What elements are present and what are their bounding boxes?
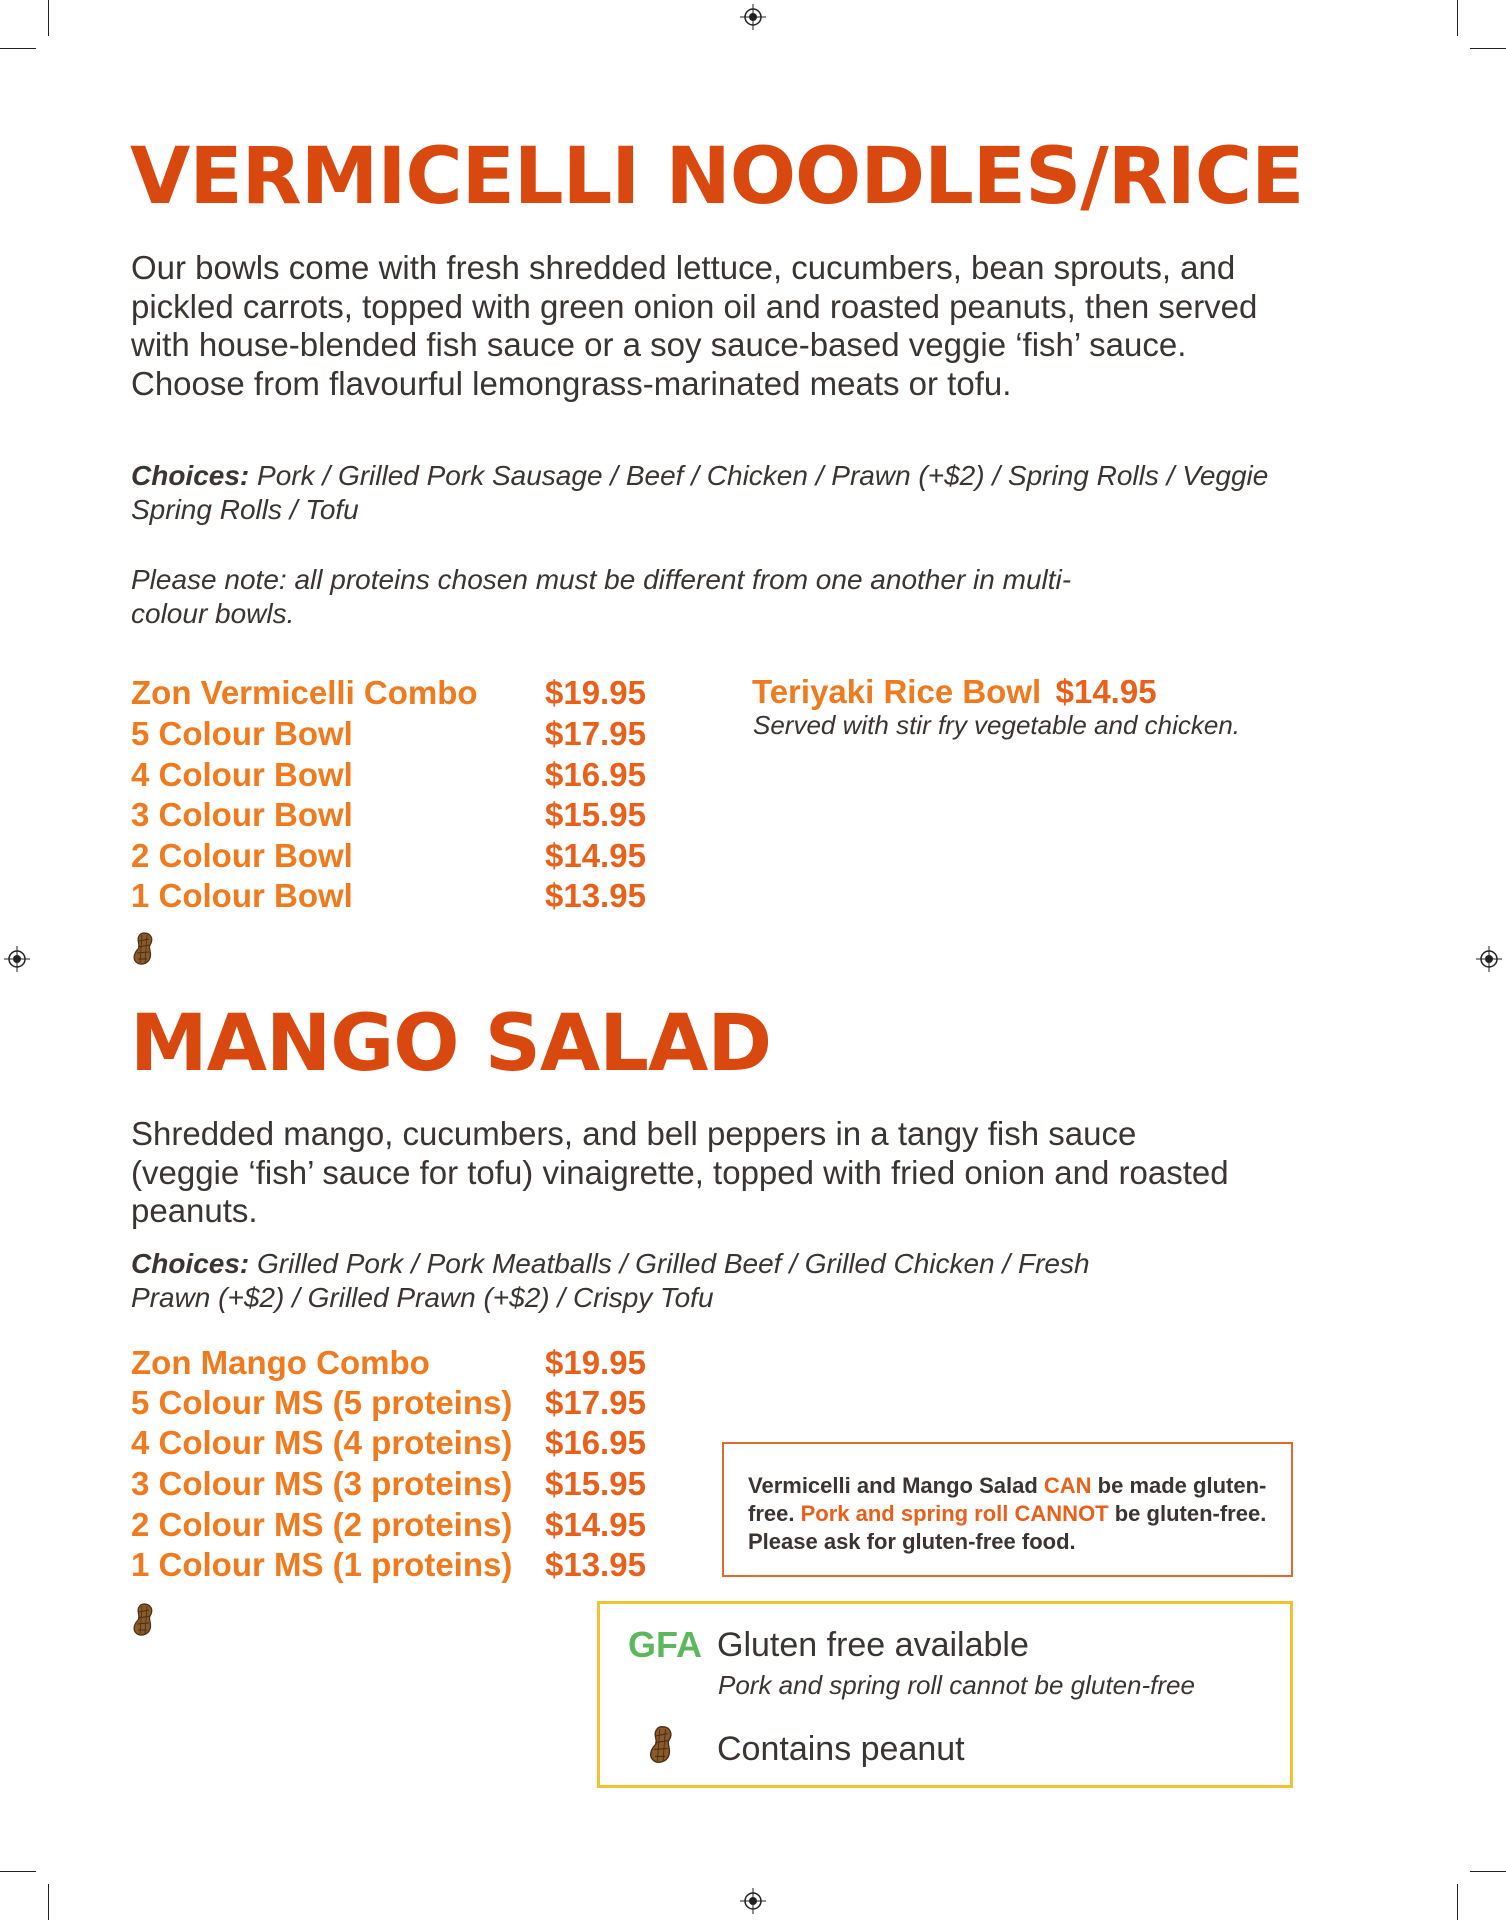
menu-item xyxy=(131,1545,671,1585)
menu-item-price: $15.95 xyxy=(545,796,646,833)
menu-item-price: $19.95 xyxy=(545,1344,646,1381)
registration-mark-icon xyxy=(740,1888,766,1914)
peanut-icon xyxy=(130,1602,158,1638)
menu-item xyxy=(131,714,671,754)
menu-item-name: 4 Colour MS (4 proteins) xyxy=(131,1424,513,1461)
vermicelli-description: Our bowls come with fresh shredded lettuce, cucumbers, bean sprouts, and pickled carrots, topped with green onion oil and roasted peanuts, then served with house-blended fish sauce or a soy sauce-based veggie ‘fish’ sauce. Choose from flavourful lemongrass-marinated meats or tofu. xyxy=(131,249,1258,402)
registration-mark-icon xyxy=(1476,946,1502,972)
choices-label: Choices: xyxy=(131,460,250,491)
gf-note-highlight: CAN xyxy=(1043,1473,1092,1498)
menu-item-name: 5 Colour Bowl xyxy=(131,715,353,752)
section-title-vermicelli: VERMICELLI NOODLES/RICE xyxy=(130,132,1304,222)
crop-mark xyxy=(1457,1884,1458,1920)
menu-item xyxy=(131,795,671,835)
gfa-text: Gluten free available xyxy=(717,1626,1029,1664)
vermicelli-choices xyxy=(131,459,1311,527)
menu-item-price: $17.95 xyxy=(545,1384,646,1421)
menu-item xyxy=(131,836,671,876)
menu-item-price: $13.95 xyxy=(545,877,646,914)
section-title-mango: MANGO SALAD xyxy=(130,999,772,1089)
menu-item-price: $19.95 xyxy=(545,674,646,711)
menu-item xyxy=(131,876,671,916)
teriyaki-item xyxy=(752,673,1157,711)
menu-item-name: 5 Colour MS (5 proteins) xyxy=(131,1384,513,1421)
menu-item-name: 2 Colour Bowl xyxy=(131,837,353,874)
menu-item-price: $16.95 xyxy=(545,1424,646,1461)
menu-item xyxy=(131,1505,671,1545)
choices-text: Pork / Grilled Pork Sausage / Beef / Chicken / Prawn (+$2) / Spring Rolls / Veggie Spring Rolls / Tofu xyxy=(131,460,1269,525)
teriyaki-name: Teriyaki Rice Bowl xyxy=(752,673,1042,710)
peanut-text: Contains peanut xyxy=(717,1730,965,1768)
menu-item-name: 3 Colour MS (3 proteins) xyxy=(131,1465,513,1502)
peanut-icon xyxy=(130,931,158,967)
crop-mark xyxy=(0,48,36,49)
menu-item xyxy=(131,1464,671,1504)
menu-item xyxy=(131,1343,671,1383)
registration-mark-icon xyxy=(740,4,766,30)
legend-box xyxy=(597,1601,1293,1788)
teriyaki-price: $14.95 xyxy=(1055,673,1157,710)
gf-note-text: Vermicelli and Mango Salad xyxy=(748,1473,1044,1498)
menu-item-name: 1 Colour MS (1 proteins) xyxy=(131,1546,513,1583)
crop-mark xyxy=(0,1871,36,1872)
gf-note-highlight: Pork and spring roll CANNOT xyxy=(800,1501,1109,1526)
crop-mark xyxy=(48,1884,49,1920)
menu-item-price: $16.95 xyxy=(545,756,646,793)
gf-note-text: be gluten-free. Please ask for gluten-free food. xyxy=(748,1501,1267,1554)
menu-item-name: 4 Colour Bowl xyxy=(131,756,353,793)
menu-item-name: 1 Colour Bowl xyxy=(131,877,353,914)
menu-item-name: Zon Vermicelli Combo xyxy=(131,674,478,711)
gf-note-text: be made gluten-free. xyxy=(748,1473,1267,1526)
menu-item xyxy=(131,1383,671,1423)
gluten-free-note xyxy=(722,1442,1293,1577)
menu-item-price: $17.95 xyxy=(545,715,646,752)
menu-item-name: 3 Colour Bowl xyxy=(131,796,353,833)
crop-mark xyxy=(48,0,49,36)
choices-label: Choices: xyxy=(131,1248,250,1279)
menu-item-name: 2 Colour MS (2 proteins) xyxy=(131,1506,513,1543)
teriyaki-subtitle: Served with stir fry vegetable and chicken. xyxy=(753,710,1241,740)
vermicelli-note: Please note: all proteins chosen must be different from one another in multi-colour bowls. xyxy=(131,564,1072,629)
gfa-label: GFA xyxy=(628,1624,703,1665)
crop-mark xyxy=(1470,48,1506,49)
menu-item xyxy=(131,755,671,795)
crop-mark xyxy=(1470,1871,1506,1872)
menu-item-price: $14.95 xyxy=(545,837,646,874)
gfa-subtext: Pork and spring roll cannot be gluten-free xyxy=(718,1670,1195,1700)
mango-description: Shredded mango, cucumbers, and bell peppers in a tangy fish sauce (veggie ‘fish’ sauce for tofu) vinaigrette, topped with fried onion and roasted peanuts. xyxy=(131,1115,1229,1229)
menu-item xyxy=(131,1423,671,1463)
choices-text: Grilled Pork / Pork Meatballs / Grilled Beef / Grilled Chicken / Fresh Prawn (+$2) / Grilled Prawn (+$2) / Crispy Tofu xyxy=(131,1248,1090,1313)
crop-mark xyxy=(1457,0,1458,36)
menu-item-price: $14.95 xyxy=(545,1506,646,1543)
menu-item-price: $13.95 xyxy=(545,1546,646,1583)
registration-mark-icon xyxy=(4,946,30,972)
mango-choices xyxy=(131,1247,1131,1315)
menu-item-name: Zon Mango Combo xyxy=(131,1344,430,1381)
menu-item xyxy=(131,673,671,713)
menu-item-price: $15.95 xyxy=(545,1465,646,1502)
peanut-icon xyxy=(646,1724,678,1766)
